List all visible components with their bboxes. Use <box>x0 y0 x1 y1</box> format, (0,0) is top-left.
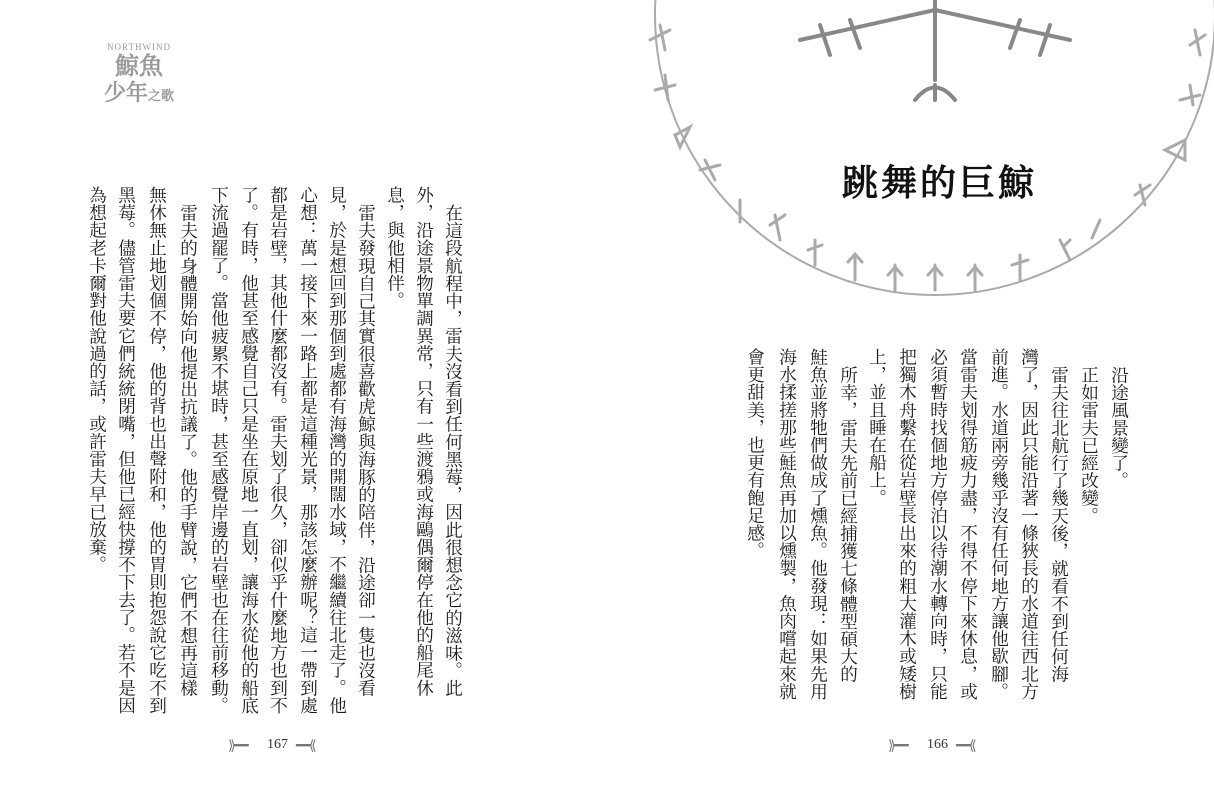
text-line: 了。有時，他甚至感覺自己只是坐在原地一直划，讓海水從他的船底 <box>238 186 259 714</box>
text-line: 沿途風景變了。 <box>1108 365 1129 489</box>
chapter-title: 跳舞的巨鯨 <box>842 163 1038 204</box>
ornament-right-icon: ━━⟪ <box>956 738 975 754</box>
text-line: 都是岩壁，其他什麼都沒有。雷夫划了很久，卻似乎什麼地方也到不 <box>267 186 288 714</box>
text-line: 所幸，雷夫先前已經捕獲七條體型碩大的 <box>837 365 858 683</box>
text-line: 必須暫時找個地方停泊以待潮水轉向時，只能 <box>927 348 948 700</box>
ornament-left-icon: ⟫━━ <box>888 738 907 754</box>
text-line: 在這段航程中，雷夫沒看到任何黑莓，因此很想念它的滋味。此 <box>442 203 463 697</box>
text-line: 灣了，因此只能沿著一條狹長的水道往西北方 <box>1018 348 1039 700</box>
series-logo-en: NORTHWIND <box>107 42 171 52</box>
text-line: 上，並且睡在船上。 <box>866 348 887 507</box>
series-logo-title-2: 少年之歌 <box>103 80 175 106</box>
text-line: 見，於是想回到那個到處都有海灣的開闊水域，不繼續往北走了。他 <box>326 186 347 714</box>
text-line: 無休無止地划個不停，他的背也出聲附和，他的胃則抱怨說它吃不到 <box>146 186 167 714</box>
text-line: 心想：萬一接下來一路上都是這種光景，那該怎麼辦呢？這一帶到處 <box>297 186 318 714</box>
series-logo-title-1: 鯨魚 <box>115 51 163 80</box>
text-line: 下流過罷了。當他疲累不堪時，甚至感覺岸邊的岩壁也在往前移動。 <box>208 186 229 714</box>
text-line: 黑莓。儘管雷夫要它們統統閉嘴，但他已經快撐不下去了。若不是因 <box>115 186 136 714</box>
text-line: 當雷夫划得筋疲力盡，不得不停下來休息，或 <box>957 348 978 700</box>
text-line: 外，沿途景物單調異常，只有一些渡鴉或海鷗偶爾停在他的船尾休 <box>413 186 434 697</box>
page-number-left: 167 <box>267 737 288 752</box>
series-logo <box>84 42 194 110</box>
text-line: 前進。水道兩旁幾乎沒有任何地方讓他歇腳。 <box>988 348 1009 700</box>
text-line: 會更甜美，也更有飽足感。 <box>744 348 765 560</box>
text-line: 海水揉搓那些鮭魚再加以燻製，魚肉嚐起來就 <box>776 348 797 700</box>
text-line: 把獨木舟繫在從岩壁長出來的粗大灌木或矮樹 <box>896 348 917 700</box>
text-line: 雷夫發現自己其實很喜歡虎鯨與海豚的陪伴，沿途卻一隻也沒看 <box>355 203 376 697</box>
text-line: 鮭魚並將牠們做成了燻魚。他發現：如果先用 <box>807 348 828 700</box>
text-line: 正如雷夫已經改變。 <box>1078 365 1099 524</box>
text-line: 息，與他相伴。 <box>384 186 405 310</box>
text-line: 雷夫往北航行了幾天後，就看不到任何海 <box>1048 365 1069 683</box>
page-number-right: 166 <box>927 737 948 752</box>
text-line: 雷夫的身體開始向他提出抗議了。他的手臂說，它們不想再這樣 <box>177 203 198 697</box>
ornament-left-icon: ⟫━━ <box>228 738 247 754</box>
ornament-right-icon: ━━⟪ <box>296 738 315 754</box>
text-line: 為想起老卡爾對他說過的話，或許雷夫早已放棄。 <box>86 186 107 574</box>
